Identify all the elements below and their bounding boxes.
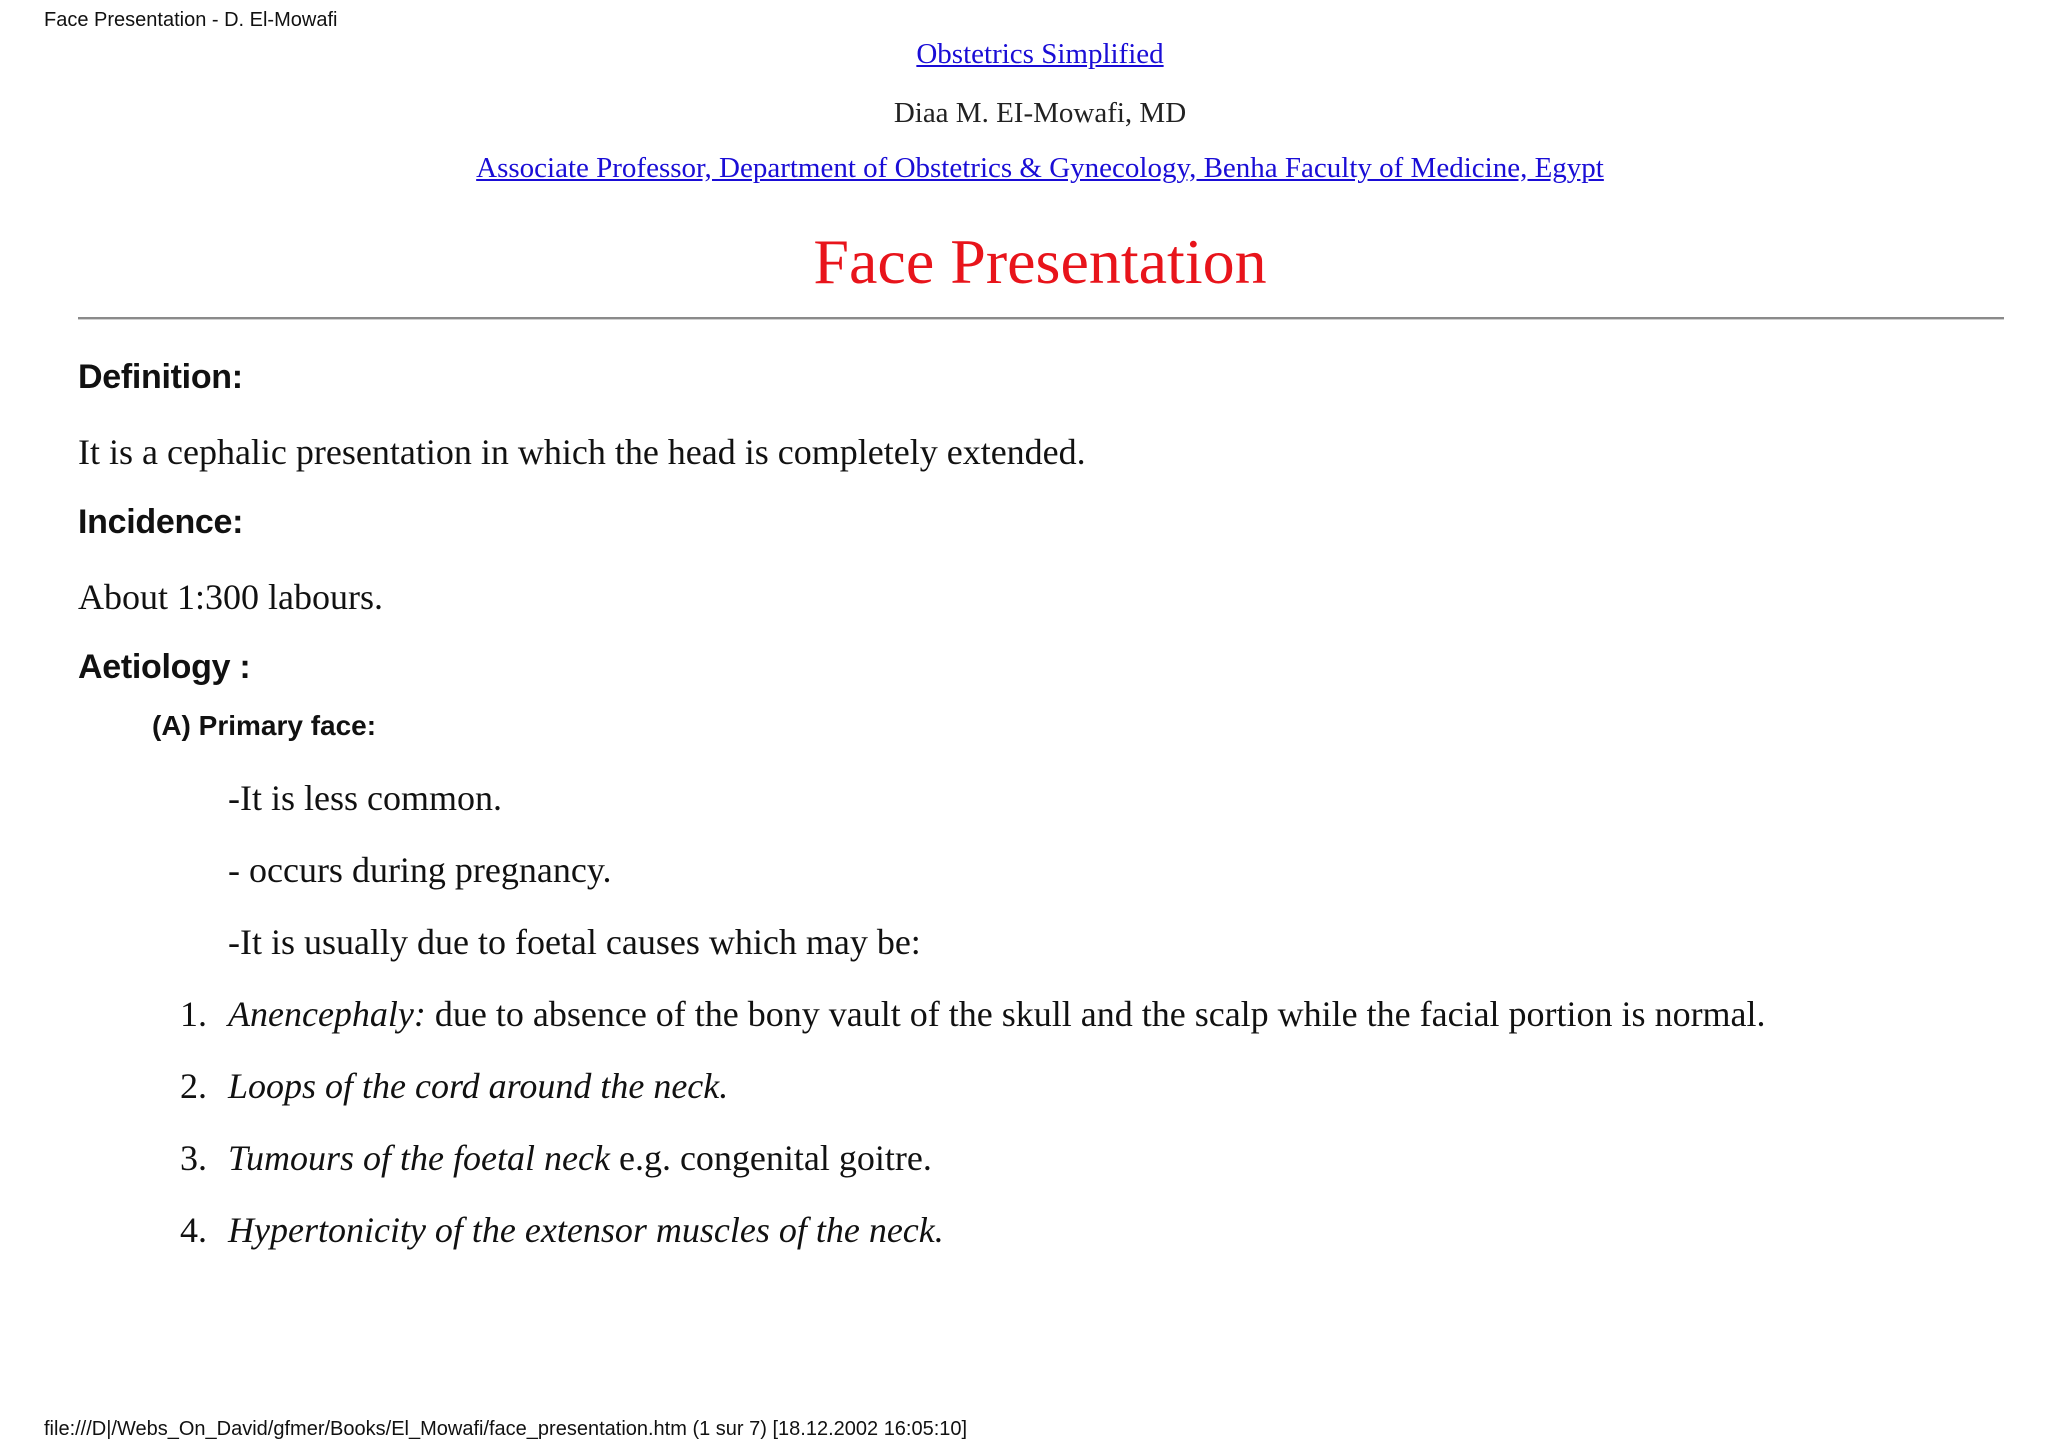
incidence-heading: Incidence:	[78, 503, 244, 541]
author-name: Diaa M. EI-Mowafi, MD	[893, 97, 1187, 129]
primary-face-line: -It is less common.	[228, 778, 502, 818]
definition-text: It is a cephalic presentation in which the head is completely extended.	[78, 432, 1086, 472]
affiliation-link[interactable]: Associate Professor, Department of Obstetrics & Gynecology, Benha Faculty of Medicine, Egypt	[476, 152, 1604, 184]
book-title-line	[0, 38, 2048, 71]
definition-heading: Definition:	[78, 358, 243, 396]
cause-number: 2.	[180, 1066, 207, 1106]
affiliation-line	[0, 152, 2048, 185]
cause-term: Hypertonicity of the extensor muscles of the neck.	[228, 1210, 944, 1250]
aetiology-heading: Aetiology :	[78, 648, 251, 686]
book-title-link[interactable]: Obstetrics Simplified	[916, 38, 1164, 70]
print-header: Face Presentation - D. El-Mowafi	[44, 9, 338, 31]
cause-description: e.g. congenital goitre.	[609, 1138, 932, 1178]
cause-description: due to absence of the bony vault of the skull and the scalp while the facial portion is normal.	[425, 994, 1766, 1034]
cause-term: Tumours of the foetal neck	[228, 1138, 610, 1178]
page-title: Face Presentation	[813, 226, 1267, 297]
cause-number: 4.	[180, 1210, 207, 1250]
cause-list-item	[180, 1137, 932, 1179]
primary-face-heading: (A) Primary face:	[152, 710, 377, 741]
cause-number: 3.	[180, 1138, 207, 1178]
cause-term: Loops of the cord around the neck.	[228, 1066, 729, 1106]
cause-number: 1.	[180, 994, 207, 1034]
cause-list-item	[180, 1065, 728, 1107]
incidence-text: About 1:300 labours.	[78, 577, 383, 617]
cause-term: Anencephaly:	[228, 994, 426, 1034]
print-footer: file:///D|/Webs_On_David/gfmer/Books/El_Mowafi/face_presentation.htm (1 sur 7) [18.12.2002 16:05:10]	[44, 1418, 968, 1440]
cause-list-item	[180, 1209, 944, 1251]
cause-list-item	[180, 993, 1766, 1035]
primary-face-line: -It is usually due to foetal causes which may be:	[228, 922, 921, 962]
primary-face-line: - occurs during pregnancy.	[228, 850, 612, 890]
horizontal-divider	[78, 317, 2004, 320]
